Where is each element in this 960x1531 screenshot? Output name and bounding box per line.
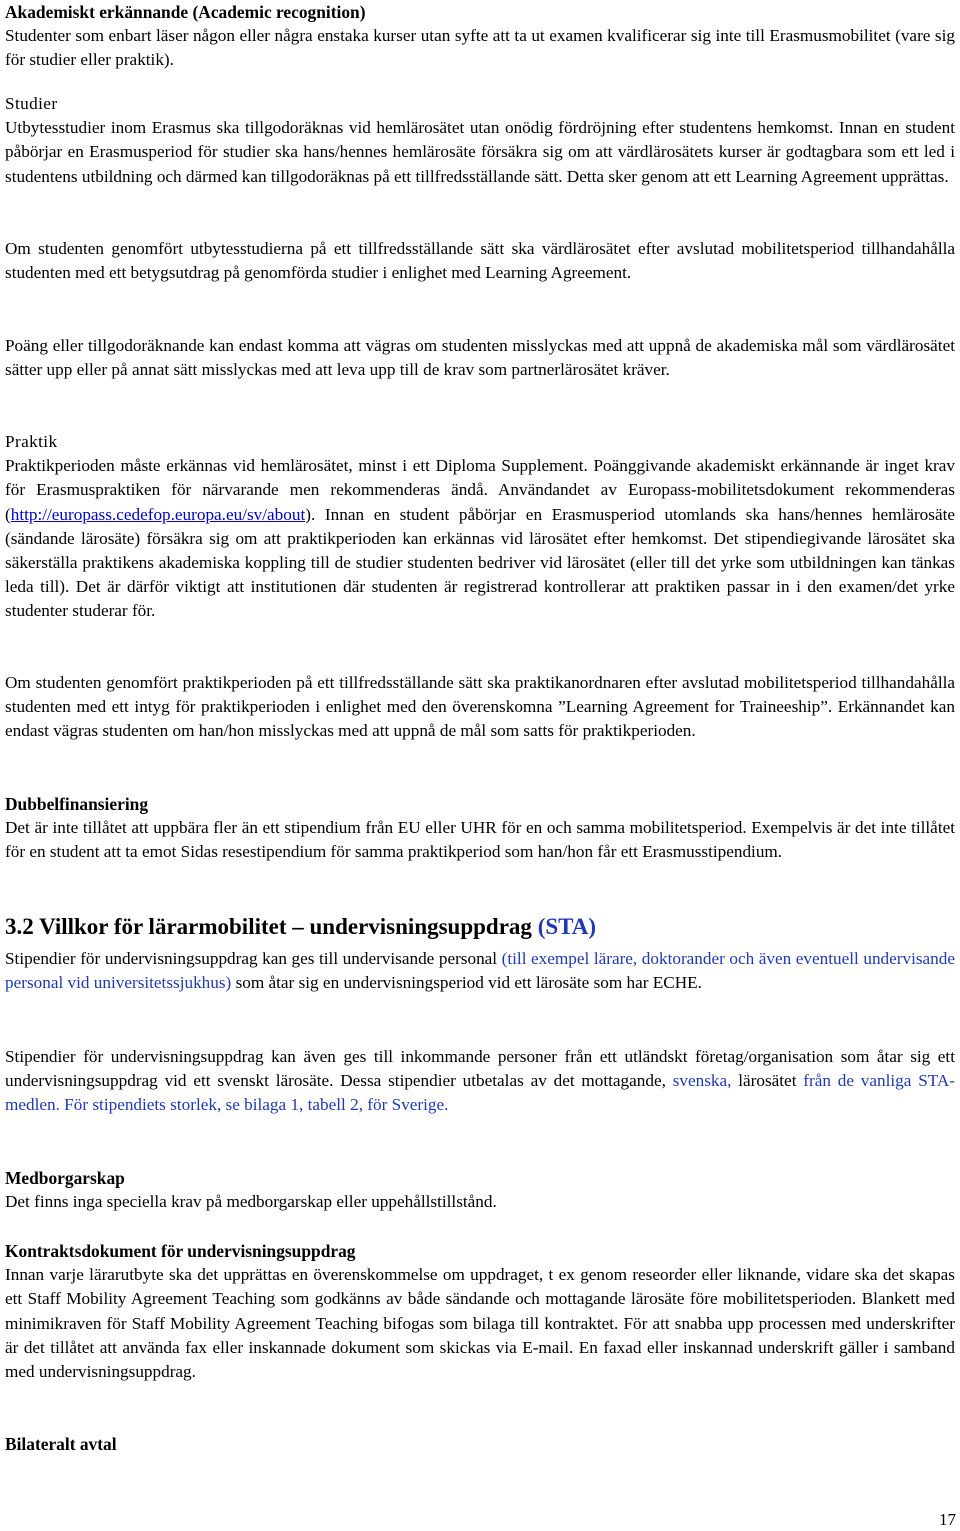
sta-heading [5, 914, 955, 940]
sta-heading-main: 3.2 Villkor för lärarmobilitet – undervisningsuppdrag [5, 914, 538, 939]
sta-p1-a: Stipendier för undervisningsuppdrag kan ges till undervisande personal [5, 949, 502, 968]
recognition-section [5, 0, 955, 73]
praktik-text-b: ). Innan en student påbörjar en Erasmusperiod utomlands ska hans/hennes hemlärosäte (sändande lärosäte) försäkra sig om att praktikperioden kan erkännas vid lärosätet efter hemkomst. Det stipendiegivande lärosätet ska säkerställa praktikens akademiska koppling till de studier studenten bedriver vid lärosätet (eller till det yrke som utbildningen kan tänkas leda till). Det är därför viktigt att institutionen där studenten är registrerad kontrollerar att praktiken passar in i den examen/det yrke studenter studerar för. [5, 504, 955, 621]
sta-p2-blue-2: från de vanliga STA-medlen. För stipendiets storlek, se bilaga 1, tabell 2, för Sverige. [5, 1071, 956, 1115]
studier-label: Studier [5, 94, 58, 113]
sta-p1-b: som åtar sig en undervisningsperiod vid ett lärosäte som har ECHE. [231, 973, 702, 993]
dubbelfinansiering-section [5, 792, 955, 865]
sta-paragraph-2-block [5, 1045, 955, 1118]
studier-paragraph-3: Poäng eller tillgodoräknande kan endast komma att vägras om studenten misslyckas med att uppnå de akademiska mål som värdlärosätet sätter upp eller på annat sätt misslyckas med att leva upp till de krav som partnerlärosätet kräver. [5, 336, 955, 380]
studier-section [5, 92, 955, 189]
praktik-paragraph-2: Om studenten genomfört praktikperioden på ett tillfredsställande sätt ska praktikanordnaren efter avslutad mobilitetsperiod tillhandahålla studenten med ett intyg för praktikperioden i enlighet med den överenskomna ”Learning Agreement for Traineeship”. Erkännandet kan endast vägras studenten om han/hon misslyckas med att uppnå de mål som satts för praktikperioden. [5, 673, 955, 741]
studier-paragraph-2: Om studenten genomfört utbytesstudierna på ett tillfredsställande sätt ska värdlärosätet efter avslutad mobilitetsperiod tillhandahålla studenten med ett betygsutdrag på genomförda studier i enlighet med Learning Agreement. [5, 239, 955, 283]
recognition-intro: Studenter som enbart läser någon eller några enstaka kurser utan syfte att ta ut examen kvalificerar sig inte till Erasmusmobilitet (vare sig för studier eller praktik). [5, 26, 955, 70]
bilateralt-section [5, 1432, 955, 1456]
kontrakt-section [5, 1239, 955, 1384]
sta-p2-blue-1: svenska, [672, 1071, 732, 1091]
bilateralt-heading: Bilateralt avtal [5, 1434, 117, 1454]
sta-p2-b: lärosätet [731, 1071, 804, 1091]
praktik-label: Praktik [5, 432, 58, 451]
kontrakt-text: Innan varje lärarutbyte ska det upprättas en överenskommelse om uppdraget, t ex genom reseorder eller liknande, vidare ska det skapas ett Staff Mobility Agreement Teaching som godkänns av både sändande och mottagande lärosäte före mobilitetsperioden. Blankett med minimikraven för Staff Mobility Agreement Teaching bifogas som bilaga till kontraktet. För att snabba upp processen med underskrifter är det tillåtet att använda fax eller inskannade dokument som skickas via E-mail. En faxad eller inskannad underskrift gäller i samband med undervisningsuppdrag. [5, 1265, 955, 1382]
praktik-paragraph-2-block [5, 671, 955, 744]
studier-paragraph-3-block [5, 334, 955, 382]
sta-section [5, 914, 955, 995]
dubbelfinansiering-text: Det är inte tillåtet att uppbära fler än ett stipendium från EU eller UHR för en och samma mobilitetsperiod. Exempelvis är det inte tillåtet för en student att ta emot Sidas resestipendium för samma praktikperiod som han/hon får ett Erasmusstipendium. [5, 818, 955, 862]
europass-link[interactable]: http://europass.cedefop.europa.eu/sv/about [10, 504, 306, 524]
medborgarskap-text: Det finns inga speciella krav på medborgarskap eller uppehållstillstånd. [5, 1192, 497, 1212]
praktik-text-a: Praktikperioden måste erkännas vid hemlärosätet, minst i ett Diploma Supplement. Poänggivande akademiskt erkännande är inget krav för Erasmuspraktiken för närvarande men rekommenderas ändå. Användandet av Europass-mobilitetsdokument rekommenderas ( [5, 456, 955, 524]
dubbelfinansiering-heading: Dubbelfinansiering [5, 794, 149, 814]
sta-p1-blue: (till exempel lärare, doktorander och även eventuell undervisande personal vid universitetssjukhus) [5, 949, 955, 993]
medborgarskap-section [5, 1166, 955, 1214]
kontrakt-heading: Kontraktsdokument för undervisningsuppdrag [5, 1241, 356, 1261]
praktik-paragraph-1 [5, 454, 955, 623]
medborgarskap-heading: Medborgarskap [5, 1168, 125, 1188]
sta-heading-abbr: (STA) [537, 914, 597, 939]
praktik-section [5, 430, 955, 624]
sta-paragraph-2 [5, 1045, 955, 1118]
studier-paragraph-1: Utbytesstudier inom Erasmus ska tillgodoräknas vid hemlärosätet utan onödig fördröjning efter studentens hemkomst. Innan en student påbörjar en Erasmusperiod för studier ska hans/hennes hemlärosäte försäkra sig om att värdlärosätets kurser är godtagbara som ett led i studentens utbildning och därmed kan tillgodoräknas på ett tillfredsställande sätt. Detta sker genom att ett Learning Agreement upprättas. [5, 118, 955, 186]
sta-p2-a: Stipendier för undervisningsuppdrag kan även ges till inkommande personer från ett utländskt företag/organisation som åtar sig ett undervisningsuppdrag vid ett svenskt lärosäte. Dessa stipendier utbetalas av det mottagande, [5, 1047, 955, 1091]
page-number: 17 [939, 1510, 956, 1529]
sta-paragraph-1 [5, 947, 955, 995]
studier-paragraph-2-block [5, 237, 955, 285]
recognition-heading: Akademiskt erkännande (Academic recognition) [5, 2, 366, 22]
